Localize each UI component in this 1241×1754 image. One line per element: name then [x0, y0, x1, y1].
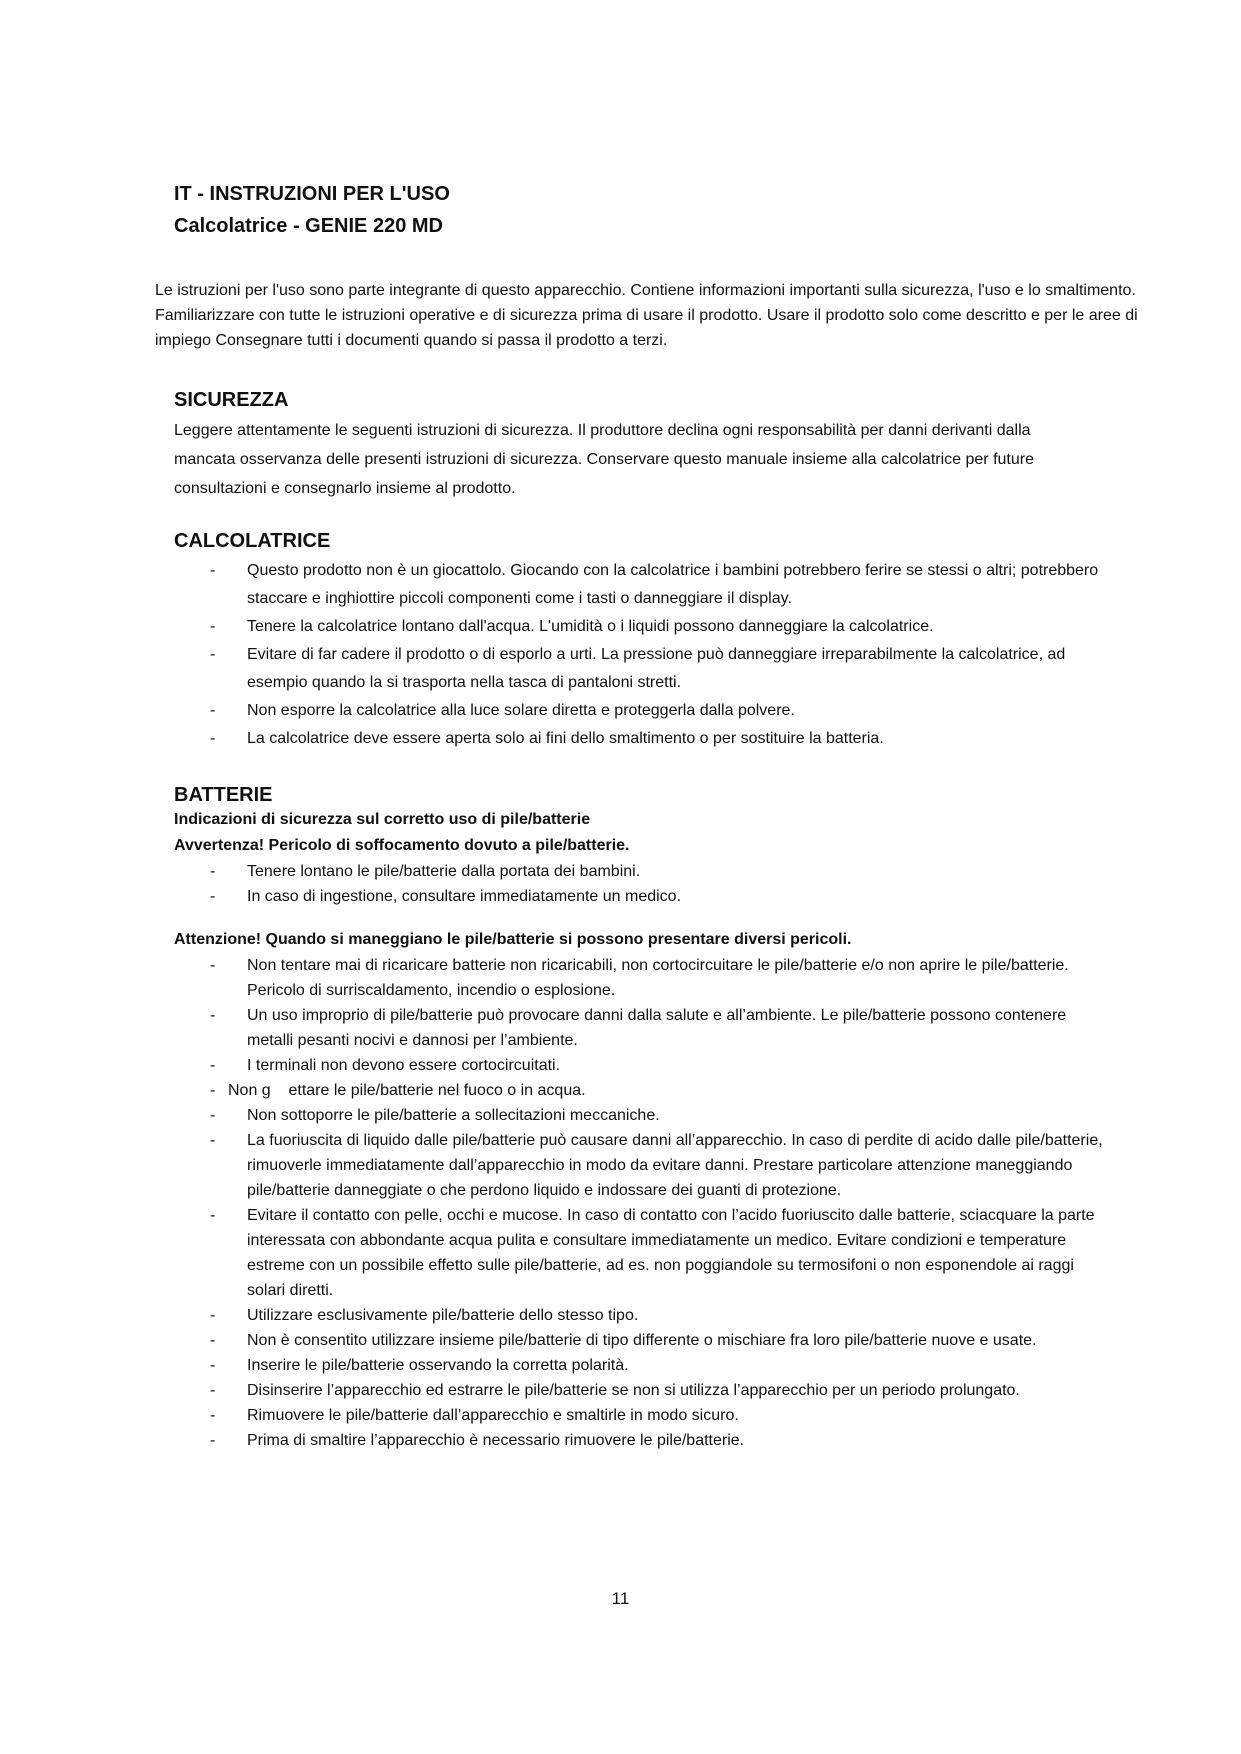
- list-item: - Tenere la calcolatrice lontano dall'acqua. L'umidità o i liquidi possono danneggiare la calcolatrice.: [174, 613, 1104, 641]
- section-title-sicurezza: SICUREZZA: [174, 389, 289, 411]
- section-title-calcolatrice: CALCOLATRICE: [174, 530, 331, 552]
- warning-list: [174, 859, 1104, 909]
- list-item: - Prima di smaltire l’apparecchio è necessario rimuovere le pile/batterie.: [174, 1428, 1104, 1453]
- list-item: - Non esporre la calcolatrice alla luce solare diretta e proteggerla dalla polvere.: [174, 697, 1104, 725]
- list-item: - Evitare il contatto con pelle, occhi e mucose. In caso di contatto con l’acido fuoriuscito dalle batterie, sciacquare la parte interessata con abbondante acqua pulita e consultare immediatamente un medico. Evitare condizioni e temperature estreme con un possibile effetto sulle pile/batterie, ad es. non poggiandole su termosifoni o non esponendole ai raggi solari diretti.: [174, 1203, 1104, 1303]
- list-item: - In caso di ingestione, consultare immediatamente un medico.: [174, 884, 1104, 909]
- list-item: - Utilizzare esclusivamente pile/batterie dello stesso tipo.: [174, 1303, 1104, 1328]
- list-item: - Disinserire l’apparecchio ed estrarre le pile/batterie se non si utilizza l’apparecchio per un periodo prolungato.: [174, 1378, 1104, 1403]
- list-item: - La fuoriuscita di liquido dalle pile/batterie può causare danni all’apparecchio. In caso di perdite di acido dalle pile/batterie, rimuoverle immediatamente dall’apparecchio in modo da evitare danni. Prestare particolare attenzione maneggiando pile/batterie danneggiate o che perdono liquido e indossare dei guanti di protezione.: [174, 1128, 1104, 1203]
- batterie-subtitle: Indicazioni di sicurezza sul corretto uso di pile/batterie: [174, 811, 591, 828]
- list-item: - Evitare di far cadere il prodotto o di esporlo a urti. La pressione può danneggiare irreparabilmente la calcolatrice, ad esempio quando la si trasporta nella tasca di pantaloni stretti.: [174, 641, 1104, 697]
- list-item: - I terminali non devono essere cortocircuitati.: [174, 1053, 1104, 1078]
- intro-paragraph: Le istruzioni per l'uso sono parte integrante di questo apparecchio. Contiene informazioni importanti sulla sicurezza, l'uso e lo smaltimento. Familiarizzare con tutte le istruzioni operative e di sicurezza prima di usare il prodotto. Usare il prodotto solo come descritto e per le aree di impiego Consegnare tutti i documenti quando si passa il prodotto a terzi.: [155, 282, 1138, 349]
- batterie-warning: Avvertenza! Pericolo di soffocamento dovuto a pile/batterie.: [174, 837, 630, 854]
- page-number: 11: [611, 1589, 630, 1608]
- title-line-language: IT - INSTRUZIONI PER L'USO: [174, 183, 450, 205]
- title-line-product: Calcolatrice - GENIE 220 MD: [174, 215, 443, 237]
- list-item: - Inserire le pile/batterie osservando la corretta polarità.: [174, 1353, 1104, 1378]
- document-title: [174, 178, 450, 242]
- section-sicurezza: [174, 389, 1074, 503]
- list-item: - Non sottoporre le pile/batterie a sollecitazioni meccaniche.: [174, 1103, 1104, 1128]
- section-title-batterie: BATTERIE: [174, 784, 273, 806]
- list-item: - Rimuovere le pile/batterie dall’apparecchio e smaltirle in modo sicuro.: [174, 1403, 1104, 1428]
- section-batterie: [174, 784, 1104, 1453]
- list-item: - Questo prodotto non è un giocattolo. Giocando con la calcolatrice i bambini potrebbero ferire se stessi o altri; potrebbero staccare e inghiottire piccoli componenti come i tasti o danneggiare il display.: [174, 557, 1104, 613]
- batterie-attention: Attenzione! Quando si maneggiano le pile/batterie si possono presentare diversi pericoli.: [174, 931, 852, 948]
- sicurezza-paragraph: Leggere attentamente le seguenti istruzioni di sicurezza. Il produttore declina ogni responsabilità per danni derivanti dalla mancata osservanza delle presenti istruzioni di sicurezza. Conservare questo manuale insieme alla calcolatrice per future consultazioni e consegnarlo insieme al prodotto.: [174, 422, 1034, 497]
- list-item: - Non è consentito utilizzare insieme pile/batterie di tipo differente o mischiare fra loro pile/batterie nuove e usate.: [174, 1328, 1104, 1353]
- attention-list: [174, 953, 1104, 1453]
- section-calcolatrice: [174, 530, 1104, 753]
- list-item: - Non g ettare le pile/batterie nel fuoco o in acqua.: [174, 1078, 1104, 1103]
- list-item: - Un uso improprio di pile/batterie può provocare danni dalla salute e all’ambiente. Le pile/batterie possono contenere metalli pesanti nocivi e dannosi per l’ambiente.: [174, 1003, 1104, 1053]
- list-item: - Non tentare mai di ricaricare batterie non ricaricabili, non cortocircuitare le pile/batterie e/o non aprire le pile/batterie. Pericolo di surriscaldamento, incendio o esplosione.: [174, 953, 1104, 1003]
- list-item: - La calcolatrice deve essere aperta solo ai fini dello smaltimento o per sostituire la batteria.: [174, 725, 1104, 753]
- calcolatrice-list: [174, 557, 1104, 753]
- list-item: - Tenere lontano le pile/batterie dalla portata dei bambini.: [174, 859, 1104, 884]
